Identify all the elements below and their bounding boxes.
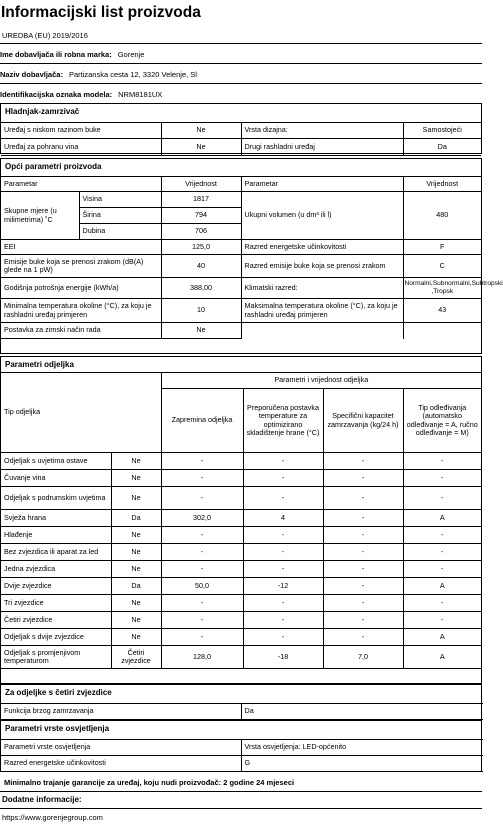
compartment-defrost-type: A	[403, 510, 481, 527]
compartment-freezing-capacity: -	[323, 544, 403, 561]
lighting-table	[1, 739, 483, 772]
compartment-volume: -	[161, 561, 243, 578]
compartment-defrost-type: -	[403, 612, 481, 629]
compartment-defrost-type: -	[403, 487, 481, 510]
compartment-volume: 50,0	[161, 578, 243, 595]
compartment-volume: 128,0	[161, 646, 243, 669]
supplier-brand-label: Ime dobavljača ili robna marka:	[0, 50, 112, 59]
compartment-freezing-capacity: -	[323, 510, 403, 527]
width-label: Širina	[79, 208, 161, 224]
compartment-temperature: 4	[243, 510, 323, 527]
table-row	[1, 756, 483, 772]
compartment-defrost-type: -	[403, 544, 481, 561]
compartment-freezing-capacity: -	[323, 470, 403, 487]
wine-storage-label: Uređaj za pohranu vina	[1, 139, 161, 156]
lighting-heading: Parametri vrste osvjetljenja	[5, 724, 110, 733]
compartment-temperature: -	[243, 612, 323, 629]
noise-class-label: Razred emisije buke koja se prenosi zrakom	[241, 255, 403, 278]
compartment-parameters-heading: Parametri odjeljka	[5, 360, 74, 369]
compartment-temperature: -	[243, 629, 323, 646]
table-row	[1, 578, 481, 595]
compartment-parameters-section	[0, 356, 482, 684]
table-row	[1, 629, 481, 646]
compartment-rows	[1, 453, 481, 669]
fast-freeze-label: Funkcija brzog zamrzavanja	[1, 704, 241, 720]
compartment-present: Četiri zvjezdice	[111, 646, 161, 669]
general-parameters-section	[0, 158, 503, 354]
max-ambient-temp-value: 43	[403, 299, 481, 323]
compartment-present: Ne	[111, 561, 161, 578]
compartment-freezing-capacity: -	[323, 595, 403, 612]
compartment-name: Bez zvjezdica ili aparat za led	[1, 544, 111, 561]
empty-cell	[403, 323, 481, 339]
compartment-present: Da	[111, 510, 161, 527]
compartment-name: Odjeljak s promjenjivom temperaturom	[1, 646, 111, 669]
low-noise-value: Ne	[161, 123, 241, 139]
compartment-present: Ne	[111, 612, 161, 629]
compartment-freezing-capacity: -	[323, 578, 403, 595]
compartment-name: Svježa hrana	[1, 510, 111, 527]
supplier-brand-row	[0, 50, 482, 59]
supplier-address-row	[0, 70, 482, 79]
height-label: Visina	[79, 192, 161, 208]
compartment-freezing-capacity: -	[323, 527, 403, 544]
table-row	[1, 527, 481, 544]
column-header-volume: Zapremina odjeljka	[161, 389, 243, 453]
table-row	[1, 192, 481, 208]
compartment-defrost-type: -	[403, 470, 481, 487]
compartment-name: Jedna zvjezdica	[1, 561, 111, 578]
compartment-freezing-capacity: -	[323, 612, 403, 629]
compartment-volume: -	[161, 487, 243, 510]
compartment-temperature: -	[243, 453, 323, 470]
compartment-freezing-capacity: -	[323, 453, 403, 470]
appliance-type-heading: Hladnjak-zamrzivač	[5, 107, 80, 116]
supplier-address-label: Naziv dobavljača:	[0, 70, 63, 79]
divider	[0, 43, 482, 44]
compartment-volume: -	[161, 629, 243, 646]
compartment-defrost-type: A	[403, 646, 481, 669]
page-title: Informacijski list proizvoda	[1, 4, 201, 21]
general-parameters-heading: Opći parametri proizvoda	[5, 162, 102, 171]
table-row	[1, 323, 481, 339]
column-header-value: Vrijednost	[161, 177, 241, 192]
lighting-class-value: G	[241, 756, 483, 772]
four-star-heading: Za odjeljke s četiri zvjezdice	[5, 688, 112, 697]
compartment-temperature: -	[243, 561, 323, 578]
compartment-name: Dvije zvjezdice	[1, 578, 111, 595]
annual-energy-label: Godišnja potrošnja energije (kWh/a)	[1, 278, 161, 299]
column-header-freezing-capacity: Specifični kapacitet zamrzavanja (kg/24 h)	[323, 389, 403, 453]
appliance-type-table	[1, 122, 481, 156]
compartment-freezing-capacity: -	[323, 629, 403, 646]
table-row	[1, 453, 481, 470]
compartment-name: Tri zvjezdice	[1, 595, 111, 612]
compartment-defrost-type: -	[403, 595, 481, 612]
design-type-value: Samostojeći	[403, 123, 481, 139]
column-header-defrost-type: Tip odleđivanja (automatsko odleđivanje = A, ručno odleđivanje = M)	[403, 389, 481, 453]
compartment-defrost-type: -	[403, 453, 481, 470]
table-row	[1, 123, 481, 139]
model-identifier-label: Identifikacijska oznaka modela:	[0, 90, 113, 99]
four-star-table	[1, 703, 483, 720]
compartment-volume: -	[161, 544, 243, 561]
total-volume-value: 480	[403, 192, 481, 240]
four-star-section	[0, 684, 482, 720]
general-parameters-table	[1, 176, 503, 339]
depth-label: Dubina	[79, 224, 161, 240]
noise-emission-value: 40	[161, 255, 241, 278]
eei-value: 125,0	[161, 240, 241, 255]
model-identifier-value: NRM8181UX	[118, 90, 163, 99]
width-value: 794	[161, 208, 241, 224]
table-row	[1, 487, 481, 510]
compartment-temperature: -	[243, 595, 323, 612]
compartment-temperature: -12	[243, 578, 323, 595]
compartment-present: Ne	[111, 629, 161, 646]
table-row	[1, 240, 481, 255]
annual-energy-value: 388,00	[161, 278, 241, 299]
lighting-type-label: Parametri vrste osvjetljenja	[1, 740, 241, 756]
table-row	[1, 646, 481, 669]
appliance-type-section	[0, 103, 482, 154]
climate-class-value: Normalni,Subnormalni,Subtropski ,Tropsk	[403, 278, 481, 299]
compartment-volume: -	[161, 595, 243, 612]
compartment-defrost-type: A	[403, 629, 481, 646]
compartment-volume: -	[161, 470, 243, 487]
overall-dimensions-label: Skupne mjere (u milimetrima) ˚C	[1, 192, 79, 240]
compartment-volume: -	[161, 453, 243, 470]
compartment-name: Odjeljak s uvjetima ostave	[1, 453, 111, 470]
model-identifier-row	[0, 90, 482, 99]
other-appliance-value: Da	[403, 139, 481, 156]
supplier-address-value: Partizanska cesta 12, 3320 Velenje, Sl	[68, 70, 197, 79]
winter-mode-value: Ne	[161, 323, 241, 339]
max-ambient-temp-label: Maksimalna temperatura okoline (°C), za koju je rashladni uređaj primjeren	[241, 299, 403, 323]
energy-class-value: F	[403, 240, 481, 255]
wine-storage-value: Ne	[161, 139, 241, 156]
fast-freeze-value: Da	[241, 704, 483, 720]
compartment-freezing-capacity: -	[323, 561, 403, 578]
warranty-note: Minimalno trajanje garancije za uređaj, koju nudi proizvođač: 2 godine 24 mjeseci	[4, 778, 295, 787]
supplier-brand-value: Gorenje	[117, 50, 145, 59]
table-row	[1, 561, 481, 578]
column-header-parameter-2: Parametar	[241, 177, 403, 192]
table-row	[1, 612, 481, 629]
compartment-defrost-type: -	[403, 561, 481, 578]
compartment-temperature: -	[243, 487, 323, 510]
table-row	[1, 704, 483, 720]
table-row	[1, 299, 481, 323]
compartment-name: Čuvanje vina	[1, 470, 111, 487]
climate-class-label: Klimatski razred:	[241, 278, 403, 299]
column-header-compartment-type: Tip odjeljka	[1, 373, 161, 453]
column-header-temperature: Preporučena postavka temperature za optimizirano skladištenje hrane (°C)	[243, 389, 323, 453]
empty-cell	[241, 323, 403, 339]
other-appliance-label: Drugi rashladni uređaj	[241, 139, 403, 156]
table-row	[1, 139, 481, 156]
divider	[0, 83, 482, 84]
table-row	[1, 544, 481, 561]
table-row	[1, 510, 481, 527]
table-header-row	[1, 177, 481, 192]
compartment-present: Ne	[111, 470, 161, 487]
compartment-temperature: -18	[243, 646, 323, 669]
winter-mode-label: Postavka za zimski način rada	[1, 323, 161, 339]
divider	[0, 63, 482, 64]
design-type-label: Vrsta dizajna:	[241, 123, 403, 139]
compartment-volume: 302,0	[161, 510, 243, 527]
min-ambient-temp-value: 10	[161, 299, 241, 323]
compartment-temperature: -	[243, 527, 323, 544]
height-value: 1817	[161, 192, 241, 208]
compartment-name: Četiri zvjezdice	[1, 612, 111, 629]
divider	[0, 808, 482, 809]
compartment-present: Ne	[111, 487, 161, 510]
compartment-temperature: -	[243, 544, 323, 561]
website-link[interactable]: https://www.gorenjegroup.com	[2, 813, 103, 822]
compartment-name: Odjeljak s podrumskim uvjetima	[1, 487, 111, 510]
compartment-freezing-capacity: -	[323, 487, 403, 510]
table-row	[1, 470, 481, 487]
column-header-value-2: Vrijednost	[403, 177, 481, 192]
compartment-present: Ne	[111, 453, 161, 470]
compartment-temperature: -	[243, 470, 323, 487]
compartment-volume: -	[161, 527, 243, 544]
energy-class-label: Razred energetske učinkovitosti	[241, 240, 403, 255]
compartment-freezing-capacity: 7,0	[323, 646, 403, 669]
compartment-present: Da	[111, 578, 161, 595]
compartment-defrost-type: A	[403, 578, 481, 595]
compartment-volume: -	[161, 612, 243, 629]
noise-emission-label: Emisije buke koja se prenosi zrakom (dB(A) glede na 1 pW)	[1, 255, 161, 278]
regulation-reference: UREDBA (EU) 2019/2016	[2, 31, 88, 40]
additional-info-heading: Dodatne informacije:	[2, 795, 82, 804]
compartment-name: Hlađenje	[1, 527, 111, 544]
column-header-parameter: Parametar	[1, 177, 161, 192]
table-row	[1, 255, 481, 278]
lighting-section	[0, 720, 482, 772]
eei-label: EEI	[1, 240, 161, 255]
compartment-name: Odjeljak s dvije zvjezdice	[1, 629, 111, 646]
lighting-type-value: Vrsta osvjetljenja: LED-općenito	[241, 740, 483, 756]
table-row	[1, 595, 481, 612]
depth-value: 706	[161, 224, 241, 240]
compartment-present: Ne	[111, 544, 161, 561]
divider	[0, 791, 482, 792]
compartment-parameters-table	[1, 372, 481, 669]
table-row	[1, 740, 483, 756]
compartment-present: Ne	[111, 595, 161, 612]
column-header-parameters-group: Parametri i vrijednost odjeljka	[161, 373, 481, 389]
compartment-present: Ne	[111, 527, 161, 544]
low-noise-label: Uređaj s niskom razinom buke	[1, 123, 161, 139]
compartment-defrost-type: -	[403, 527, 481, 544]
lighting-class-label: Razred energetske učinkovitosti	[1, 756, 241, 772]
min-ambient-temp-label: Minimalna temperatura okoline (°C), za koju je rashladni uređaj primjeren	[1, 299, 161, 323]
noise-class-value: C	[403, 255, 481, 278]
total-volume-label: Ukupni volumen (u dm³ ili l)	[241, 192, 403, 240]
table-row	[1, 278, 481, 299]
table-header-row	[1, 373, 481, 389]
